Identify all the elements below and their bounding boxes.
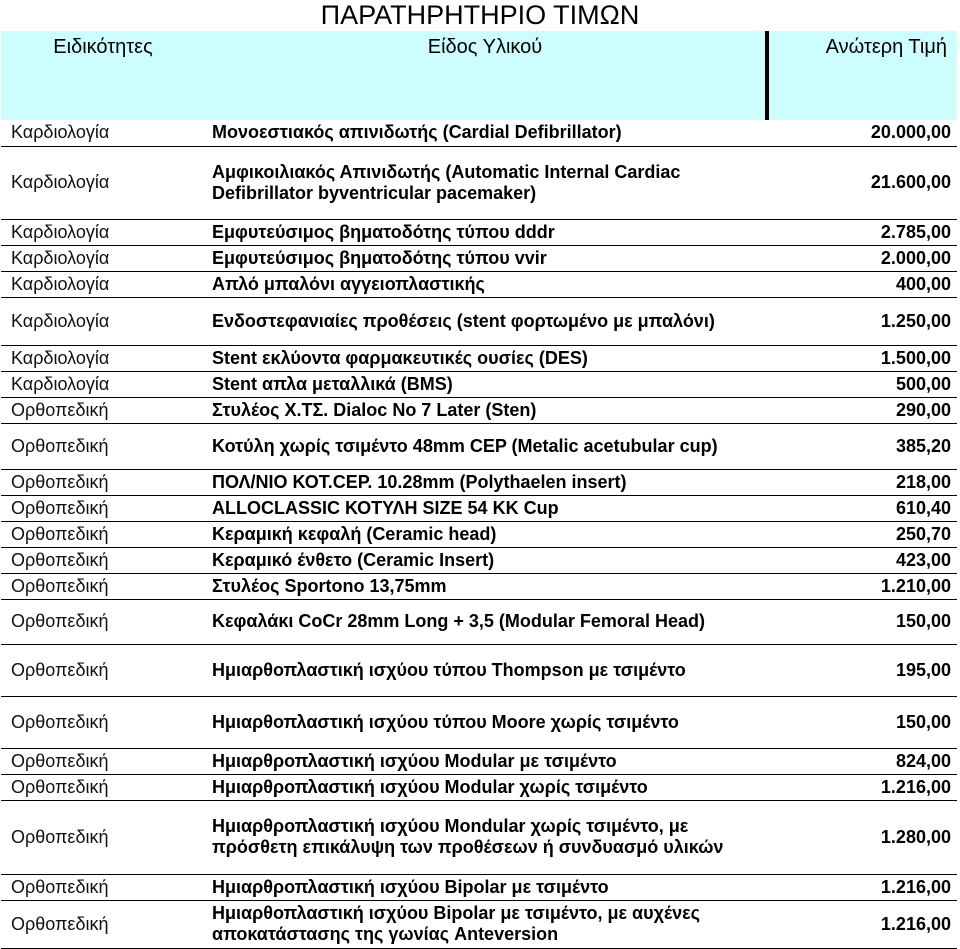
specialty-cell: Ορθοπεδική [1, 547, 205, 573]
table-row [1, 644, 957, 696]
table-row [1, 774, 957, 800]
specialty-cell: Ορθοπεδική [1, 874, 205, 900]
material-cell: Μονοεστιακός απινιδωτής (Cardial Defibrillator) [205, 120, 767, 146]
specialty-cell: Καρδιολογία [1, 245, 205, 271]
price-cell: 824,00 [767, 748, 957, 774]
material-cell: Εμφυτεύσιμος βηματοδότης τύπου dddr [205, 219, 767, 245]
material-cell: Ενδοστεφανιαίες προθέσεις (stent φορτωμένο με μπαλόνι) [205, 297, 767, 345]
specialty-cell: Καρδιολογία [1, 271, 205, 297]
table-row [1, 397, 957, 423]
material-cell: Αμφικοιλιακός Απινιδωτής (Automatic Internal Cardiac Defibrillator byventricular pacemaker) [205, 146, 767, 219]
price-cell: 290,00 [767, 397, 957, 423]
price-cell: 2.785,00 [767, 219, 957, 245]
header-material: Είδος Υλικού [205, 31, 767, 64]
material-cell: Ημιαρθροπλαστική ισχύου Bipolar με τσιμέντο [205, 874, 767, 900]
price-cell: 20.000,00 [767, 120, 957, 146]
specialty-cell: Ορθοπεδική [1, 469, 205, 495]
price-cell: 400,00 [767, 271, 957, 297]
price-cell: 150,00 [767, 599, 957, 644]
specialty-cell: Ορθοπεδική [1, 423, 205, 469]
table-row [1, 599, 957, 644]
material-cell: ΠΟΛ/ΝΙΟ ΚΟΤ.CEP. 10.28mm (Polythaelen insert) [205, 469, 767, 495]
specialty-cell: Ορθοπεδική [1, 397, 205, 423]
material-cell: Εμφυτεύσιμος βηματοδότης τύπου vvir [205, 245, 767, 271]
price-cell: 1.216,00 [767, 774, 957, 800]
price-cell: 2.000,00 [767, 245, 957, 271]
material-cell: Στυλέος Sportono 13,75mm [205, 573, 767, 599]
specialty-cell: Καρδιολογία [1, 297, 205, 345]
price-cell: 610,40 [767, 495, 957, 521]
price-cell: 1.210,00 [767, 573, 957, 599]
price-cell: 385,20 [767, 423, 957, 469]
material-cell: Ημιαρθοπλαστική ισχύου τύπου Moore χωρίς τσιμέντο [205, 696, 767, 748]
table-row [1, 271, 957, 297]
price-cell: 250,70 [767, 521, 957, 547]
header-band [1, 64, 957, 120]
table-row [1, 874, 957, 900]
material-cell: Ημιαρθοπλαστική ισχύου Bipolar με τσιμέντο, με αυχένες αποκατάστασης της γωνίας Anteversion [205, 900, 767, 948]
price-cell: 150,00 [767, 696, 957, 748]
material-cell: Κεραμική κεφαλή (Ceramic head) [205, 521, 767, 547]
specialty-cell: Ορθοπεδική [1, 800, 205, 874]
specialty-cell: Καρδιολογία [1, 345, 205, 371]
specialty-cell: Ορθοπεδική [1, 696, 205, 748]
material-cell: Ημιαρθροπλαστική ισχύου Mondular χωρίς τσιμέντο, με πρόσθετη επικάλυψη των προθέσεων ή συνδυασμό υλικών [205, 800, 767, 874]
specialty-cell: Ορθοπεδική [1, 748, 205, 774]
table-row [1, 748, 957, 774]
table-row [1, 573, 957, 599]
price-cell: 195,00 [767, 644, 957, 696]
material-cell: Ημιαρθροπλαστική ισχύου Modular με τσιμέντο [205, 748, 767, 774]
table-row [1, 521, 957, 547]
table-row [1, 120, 957, 146]
price-cell: 1.280,00 [767, 800, 957, 874]
material-cell: Stent απλα μεταλλικά (BMS) [205, 371, 767, 397]
table-row [1, 495, 957, 521]
price-cell: 500,00 [767, 371, 957, 397]
price-cell: 1.216,00 [767, 900, 957, 948]
specialty-cell: Καρδιολογία [1, 146, 205, 219]
price-cell: 1.250,00 [767, 297, 957, 345]
material-cell: Κεφαλάκι CoCr 28mm Long + 3,5 (Modular Femoral Head) [205, 599, 767, 644]
table-row [1, 696, 957, 748]
header-specialty: Ειδικότητες [1, 31, 205, 64]
table-body [1, 120, 957, 948]
specialty-cell: Ορθοπεδική [1, 495, 205, 521]
material-cell: Κοτύλη χωρίς τσιμέντο 48mm CEP (Metalic acetubular cup) [205, 423, 767, 469]
table-row [1, 547, 957, 573]
table-row [1, 900, 957, 948]
price-cell: 1.216,00 [767, 874, 957, 900]
specialty-cell: Καρδιολογία [1, 120, 205, 146]
table-row [1, 345, 957, 371]
material-cell: Κεραμικό ένθετο (Ceramic Insert) [205, 547, 767, 573]
specialty-cell: Ορθοπεδική [1, 521, 205, 547]
specialty-cell: Ορθοπεδική [1, 774, 205, 800]
price-cell: 1.500,00 [767, 345, 957, 371]
table-row [1, 469, 957, 495]
specialty-cell: Καρδιολογία [1, 371, 205, 397]
material-cell: Απλό μπαλόνι αγγειοπλαστικής [205, 271, 767, 297]
material-cell: Ημιαρθροπλαστική ισχύου Modular χωρίς τσιμέντο [205, 774, 767, 800]
specialty-cell: Ορθοπεδική [1, 644, 205, 696]
price-cell: 423,00 [767, 547, 957, 573]
table-row [1, 146, 957, 219]
table-row [1, 423, 957, 469]
material-cell: Στυλέος Χ.ΤΣ. Dialoc No 7 Later (Sten) [205, 397, 767, 423]
page-title: ΠΑΡΑΤΗΡΗΤΗΡΙΟ ΤΙΜΩΝ [320, 0, 640, 30]
material-cell: Stent εκλύοντα φαρμακευτικές ουσίες (DES) [205, 345, 767, 371]
header-price: Ανώτερη Τιμή [767, 31, 957, 64]
specialty-cell: Ορθοπεδική [1, 900, 205, 948]
material-cell: Ημιαρθοπλαστική ισχύου τύπου Thompson με τσιμέντο [205, 644, 767, 696]
specialty-cell: Ορθοπεδική [1, 573, 205, 599]
table-row [1, 219, 957, 245]
specialty-cell: Ορθοπεδική [1, 599, 205, 644]
table-row [1, 297, 957, 345]
header-row [1, 31, 957, 64]
price-cell: 21.600,00 [767, 146, 957, 219]
table-row [1, 800, 957, 874]
price-cell: 218,00 [767, 469, 957, 495]
specialty-cell: Καρδιολογία [1, 219, 205, 245]
price-table [1, 31, 957, 949]
table-row [1, 371, 957, 397]
table-row [1, 245, 957, 271]
material-cell: ALLOCLASSIC ΚΟΤΥΛΗ SIZE 54 KK Cup [205, 495, 767, 521]
